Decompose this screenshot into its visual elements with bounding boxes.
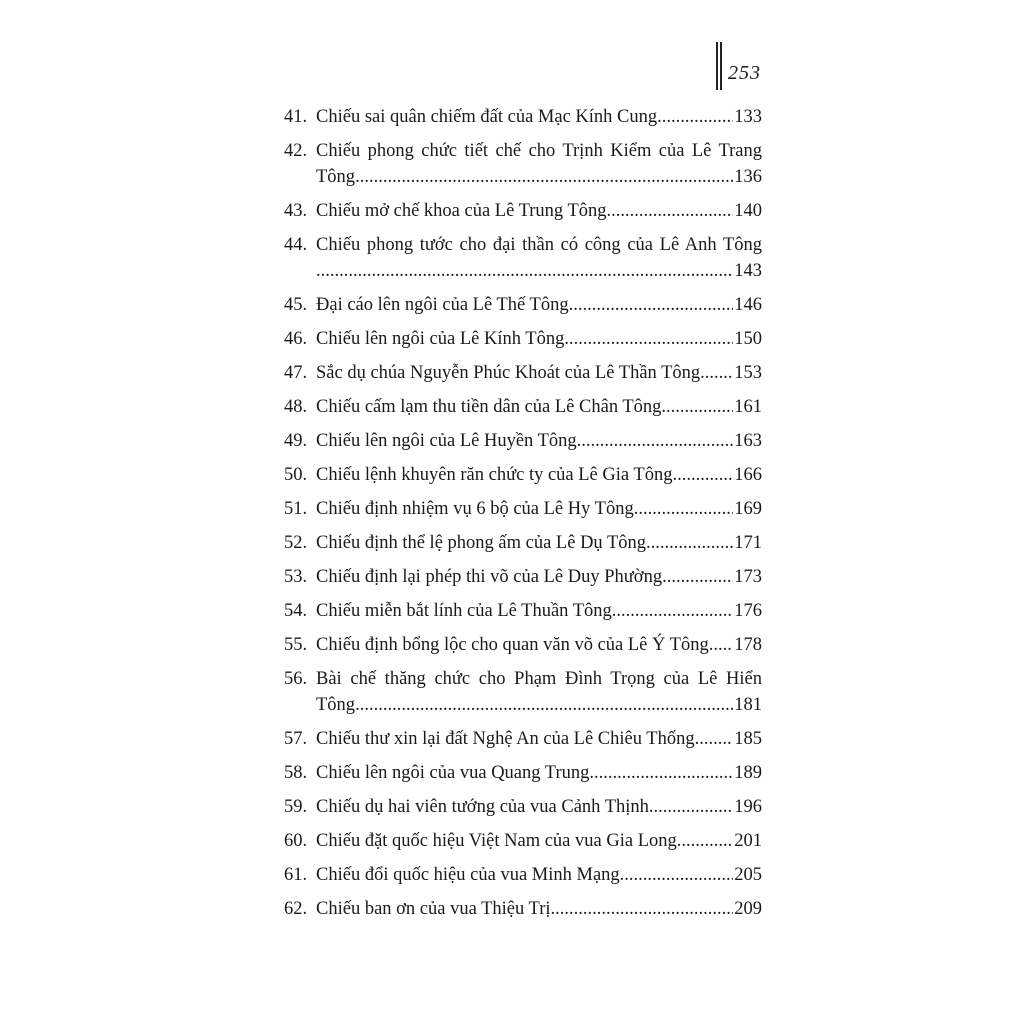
toc-entry-number: 44.	[284, 235, 308, 255]
dot-leader	[355, 164, 733, 190]
toc-entry-page: 185	[734, 729, 762, 749]
toc-entry-number: 60.	[284, 831, 308, 851]
toc-entry-number: 41.	[284, 107, 308, 127]
dot-leader	[551, 896, 734, 922]
toc-entry	[284, 104, 762, 130]
toc-entry-title: Chiếu dụ hai viên tướng của vua Cảnh Thịnh	[316, 797, 649, 817]
toc-entry-number: 43.	[284, 201, 308, 221]
toc-entry-page: 153	[734, 363, 762, 383]
toc-entry-page: 146	[734, 295, 762, 315]
toc-entry-title: Chiếu lệnh khuyên răn chức ty của Lê Gia Tông	[316, 465, 673, 485]
dot-leader	[661, 394, 733, 420]
toc-entry	[284, 138, 762, 190]
toc-entry-page: 161	[734, 397, 762, 417]
dot-leader	[355, 692, 733, 718]
toc-entry	[284, 828, 762, 854]
dot-leader	[620, 862, 734, 888]
toc-entry-title: Chiếu lên ngôi của Lê Kính Tông	[316, 329, 565, 349]
toc-entry-title-line2: Tông	[316, 695, 356, 715]
toc-entry-page: 133	[734, 107, 762, 127]
toc-entry-page: 166	[734, 465, 762, 485]
toc-entry-page: 163	[734, 431, 762, 451]
toc-entry-page: 173	[734, 567, 762, 587]
toc-entry	[284, 862, 762, 888]
toc-entry-page: 171	[734, 533, 762, 553]
toc-entry-number: 46.	[284, 329, 308, 349]
toc-entry-number: 51.	[284, 499, 308, 519]
dot-leader	[657, 104, 733, 130]
toc-entry-number: 62.	[284, 899, 308, 919]
toc-entry	[284, 360, 762, 386]
dot-leader	[612, 598, 733, 624]
toc-entry-number: 42.	[284, 141, 308, 161]
toc-entry-page: 201	[734, 831, 762, 851]
toc-entry	[284, 760, 762, 786]
toc-entry	[284, 530, 762, 556]
toc-entry-page: 150	[734, 329, 762, 349]
toc-entry-title: Chiếu định lại phép thi võ của Lê Duy Phường	[316, 567, 663, 587]
toc-entry	[284, 394, 762, 420]
toc-entry-number: 47.	[284, 363, 308, 383]
dot-leader	[607, 198, 734, 224]
toc-entry-title: Chiếu đặt quốc hiệu Việt Nam của vua Gia Long	[316, 831, 677, 851]
toc-entry	[284, 666, 762, 718]
dot-leader	[709, 632, 734, 658]
dot-leader	[700, 360, 733, 386]
toc-entry-number: 52.	[284, 533, 308, 553]
table-of-contents	[284, 104, 762, 930]
toc-entry	[284, 462, 762, 488]
toc-entry	[284, 632, 762, 658]
toc-entry-number: 49.	[284, 431, 308, 451]
toc-entry	[284, 232, 762, 284]
toc-entry-title: Chiếu lên ngôi của vua Quang Trung	[316, 763, 590, 783]
toc-entry-page: 169	[734, 499, 762, 519]
toc-entry-page: 140	[734, 201, 762, 221]
dot-leader	[316, 258, 733, 284]
dot-leader	[677, 828, 734, 854]
toc-entry	[284, 794, 762, 820]
toc-entry-page: 176	[734, 601, 762, 621]
toc-entry-page: 178	[734, 635, 762, 655]
toc-entry	[284, 598, 762, 624]
toc-entry-number: 58.	[284, 763, 308, 783]
toc-entry	[284, 198, 762, 224]
dot-leader	[662, 564, 733, 590]
toc-entry-number: 53.	[284, 567, 308, 587]
toc-entry-number: 57.	[284, 729, 308, 749]
toc-entry	[284, 496, 762, 522]
dot-leader	[589, 760, 733, 786]
toc-entry-title: Chiếu lên ngôi của Lê Huyền Tông	[316, 431, 577, 451]
toc-entry	[284, 292, 762, 318]
toc-entry-number: 59.	[284, 797, 308, 817]
dot-leader	[649, 794, 733, 820]
toc-entry	[284, 564, 762, 590]
toc-entry-title: Chiếu định thể lệ phong ấm của Lê Dụ Tông	[316, 533, 647, 553]
toc-entry-page: 189	[734, 763, 762, 783]
toc-entry-title: Chiếu thư xin lại đất Nghệ An của Lê Chiêu Thống	[316, 729, 695, 749]
toc-entry-number: 55.	[284, 635, 308, 655]
toc-entry-page: 209	[734, 899, 762, 919]
dot-leader	[695, 726, 734, 752]
dot-leader	[634, 496, 734, 522]
toc-entry	[284, 896, 762, 922]
toc-entry-title: Chiếu miễn bắt lính của Lê Thuần Tông	[316, 601, 612, 621]
toc-entry-number: 56.	[284, 669, 308, 689]
toc-entry-number: 48.	[284, 397, 308, 417]
toc-entry-number: 61.	[284, 865, 308, 885]
toc-entry	[284, 428, 762, 454]
toc-entry-title: Đại cáo lên ngôi của Lê Thế Tông	[316, 295, 569, 315]
toc-entry-title: Chiếu sai quân chiếm đất của Mạc Kính Cung	[316, 107, 658, 127]
toc-entry-title-line1: Chiếu phong chức tiết chế cho Trịnh Kiểm của Lê Trang	[316, 141, 762, 161]
toc-entry-number: 50.	[284, 465, 308, 485]
dot-leader	[564, 326, 733, 352]
toc-entry-title: Chiếu mở chế khoa của Lê Trung Tông	[316, 201, 607, 221]
dot-leader	[577, 428, 734, 454]
toc-entry-title-line1: Bài chế thăng chức cho Phạm Đình Trọng của Lê Hiển	[316, 669, 762, 689]
toc-entry-number: 45.	[284, 295, 308, 315]
toc-entry-page: 205	[734, 865, 762, 885]
dot-leader	[646, 530, 733, 556]
toc-entry-title: Sắc dụ chúa Nguyễn Phúc Khoát của Lê Thần Tông	[316, 363, 701, 383]
dot-leader	[569, 292, 734, 318]
dot-leader	[672, 462, 733, 488]
toc-entry-title-line1: Chiếu phong tước cho đại thần có công của Lê Anh Tông	[316, 235, 762, 255]
toc-entry	[284, 326, 762, 352]
header-double-rule	[716, 42, 722, 90]
toc-entry-title: Chiếu định nhiệm vụ 6 bộ của Lê Hy Tông	[316, 499, 634, 519]
toc-entry	[284, 726, 762, 752]
toc-entry-title: Chiếu định bổng lộc cho quan văn võ của Lê Ý Tông	[316, 635, 709, 655]
toc-entry-title: Chiếu cấm lạm thu tiền dân của Lê Chân Tông	[316, 397, 662, 417]
toc-entry-page: 136	[734, 167, 762, 187]
toc-entry-number: 54.	[284, 601, 308, 621]
toc-entry-title: Chiếu đổi quốc hiệu của vua Minh Mạng	[316, 865, 620, 885]
toc-entry-page: 143	[734, 261, 762, 281]
toc-entry-page: 181	[734, 695, 762, 715]
page-number: 253	[728, 62, 761, 84]
toc-entry-title: Chiếu ban ơn của vua Thiệu Trị	[316, 899, 551, 919]
toc-entry-page: 196	[734, 797, 762, 817]
toc-entry-title-line2: Tông	[316, 167, 356, 187]
